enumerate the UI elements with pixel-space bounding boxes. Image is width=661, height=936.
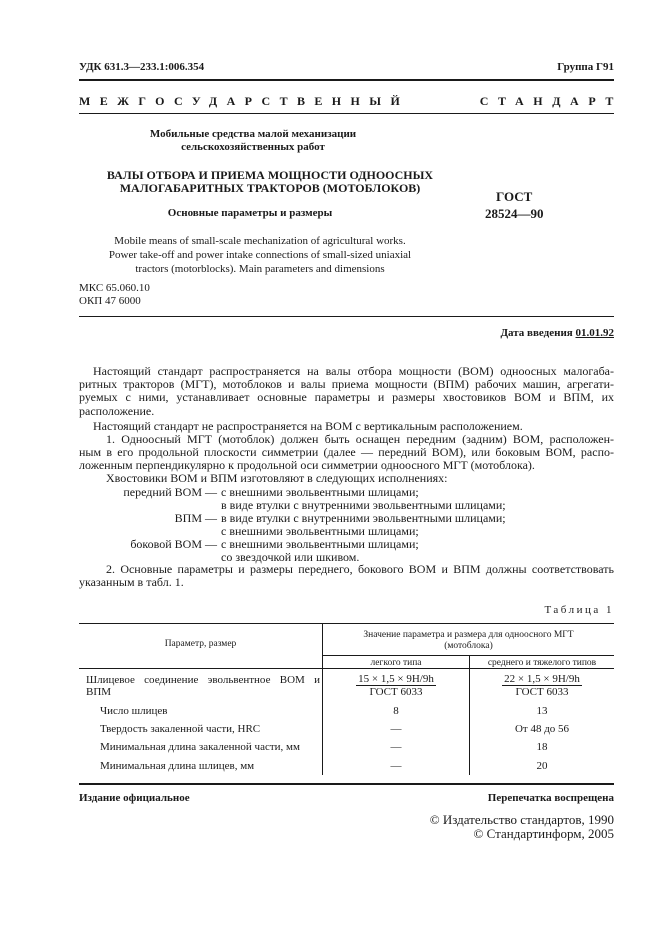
udk-code: УДК 631.3—233.1:006.354: [79, 61, 205, 73]
body-line: ложенным перпендикулярно к продольной оси симметрии одноосного МГТ (мотоблока).: [79, 458, 535, 473]
table-cell-light: —: [390, 723, 402, 735]
body-line: ритных тракторов (МГТ), мотоблоков и валы приема мощности (ВПМ) рабочих машин, агрегати-: [79, 377, 614, 392]
body-line: руемых с ними, устанавливает основные параметры и размеры хвостовиков ВОМ и ВПМ, их: [79, 390, 614, 405]
table-head-param: Параметр, размер: [164, 639, 237, 649]
list-item: в виде втулки с внутренними эвольвентными шлицами;: [221, 511, 506, 525]
fraction-numerator: 15 × 1,5 × 9H/9h: [358, 673, 434, 685]
body-line: ным в его продольной плоскости симметрии (далее — передний ВОМ), или боковым ВОМ, распо-: [79, 445, 614, 460]
body-line: расположение.: [79, 403, 155, 418]
category-line-1: Мобильные средства малой механизации: [149, 128, 357, 140]
reprint-prohibited: Перепечатка воспрещена: [487, 792, 614, 804]
list-label: боковой ВОМ —: [130, 537, 217, 551]
intro-date-value: 01.01.92: [575, 327, 614, 339]
okp-code: ОКП 47 6000: [79, 295, 141, 307]
list-label: ВПМ —: [174, 511, 217, 525]
english-title-line-2: Power take-off and power intake connections of small-sized uniaxial: [108, 249, 412, 261]
table-head-medium: среднего и тяжелого типов: [487, 658, 597, 668]
table-header-rule: [79, 668, 614, 669]
body-line: 1. Одноосный МГТ (мотоблок) должен быть оснащен передним (задним) ВОМ, расположен-: [106, 432, 614, 446]
table-cell-light: —: [390, 760, 402, 772]
copyright-1990: © Издательство стандартов, 1990: [429, 812, 614, 827]
title-line-1: ВАЛЫ ОТБОРА И ПРИЕМА МОЩНОСТИ ОДНООСНЫХ: [106, 168, 434, 182]
english-title-line-1: Mobile means of small-scale mechanization of agricultural works.: [114, 235, 406, 247]
list-item: со звездочкой или шкивом.: [221, 550, 360, 564]
banner-interstate: МЕЖГОСУДАРСТВЕННЫЙ: [79, 94, 410, 108]
table-cell-medium: [470, 673, 614, 700]
paragraph-clause-2: [79, 563, 614, 589]
table-cell-light: —: [390, 741, 402, 753]
gost-number: 28524—90: [485, 206, 544, 221]
body-line: 2. Основные параметры и размеры переднего, бокового ВОМ и ВПМ должны соответствовать: [106, 562, 614, 576]
fraction-denominator: ГОСТ 6033: [369, 686, 423, 698]
fraction-numerator: 22 × 1,5 × 9H/9h: [504, 673, 580, 685]
table-row-param: Число шлицев: [100, 705, 168, 717]
paragraph-scope: [79, 365, 614, 418]
table-cell-medium: 18: [536, 741, 548, 753]
english-title-line-3: tractors (motorblocks). Main parameters and dimensions: [135, 263, 385, 275]
table-top-border: [79, 623, 614, 624]
table-cell-medium: От 48 до 56: [514, 723, 570, 735]
group-code: Группа Г91: [557, 61, 614, 73]
footer-rule: [79, 783, 614, 785]
table-head-value-2: (мотоблока): [444, 641, 493, 651]
paragraph-clause-1: [79, 433, 614, 473]
paragraph-versions: Хвостовики ВОМ и ВПМ изготовляют в следующих исполнениях:: [106, 471, 448, 485]
paragraph-exclusion: Настоящий стандарт не распространяется на ВОМ с вертикальным расположением.: [93, 419, 523, 433]
gost-label: ГОСТ: [496, 189, 533, 204]
table-caption: Таблица 1: [544, 604, 614, 616]
list-label: передний ВОМ —: [123, 485, 217, 499]
codes-rule: [79, 316, 614, 317]
banner-standard: СТАНДАРТ: [479, 94, 623, 108]
table-row-param: Шлицевое соединение эвольвентное ВОМ и: [86, 674, 320, 686]
mks-code: МКС 65.060.10: [79, 282, 150, 294]
table-head-light: легкого типа: [370, 658, 422, 668]
intro-date-label: Дата введения: [500, 327, 573, 339]
list-item: с внешними эвольвентными шлицами;: [221, 537, 419, 551]
table-cell-medium: 20: [536, 760, 548, 772]
body-line: Настоящий стандарт распространяется на валы отбора мощности (ВОМ) одноосных малогаба-: [93, 364, 614, 378]
header-rule: [79, 79, 614, 81]
copyright-2005: © Стандартинформ, 2005: [473, 826, 614, 841]
official-edition: Издание официальное: [79, 792, 190, 804]
list-item: с внешними эвольвентными шлицами;: [221, 524, 419, 538]
table-cell-light: 8: [393, 705, 399, 717]
table-row-param: Минимальная длина шлицев, мм: [100, 760, 255, 772]
table-head-value-1: Значение параметра и размера для одноосного МГТ: [363, 630, 574, 640]
table-row-param: ВПМ: [86, 686, 112, 698]
fraction-denominator: ГОСТ 6033: [515, 686, 569, 698]
title-line-2: МАЛОГАБАРИТНЫХ ТРАКТОРОВ (МОТОБЛОКОВ): [119, 181, 421, 195]
table-subheader-rule: [322, 655, 614, 656]
category-line-2: сельскохозяйственных работ: [181, 141, 325, 153]
list-item: в виде втулки с внутренними эвольвентными шлицами;: [221, 498, 506, 512]
banner-rule: [79, 113, 614, 114]
subtitle: Основные параметры и размеры: [167, 207, 333, 219]
table-cell-medium: 13: [536, 705, 548, 717]
table-cell-light: [323, 673, 469, 700]
table-row-param: Минимальная длина закаленной части, мм: [100, 741, 300, 753]
list-item: с внешними эвольвентными шлицами;: [221, 485, 419, 499]
body-line: указанным в табл. 1.: [79, 575, 184, 590]
table-row-param: Твердость закаленной части, HRC: [100, 723, 261, 735]
intro-date: [500, 327, 614, 339]
